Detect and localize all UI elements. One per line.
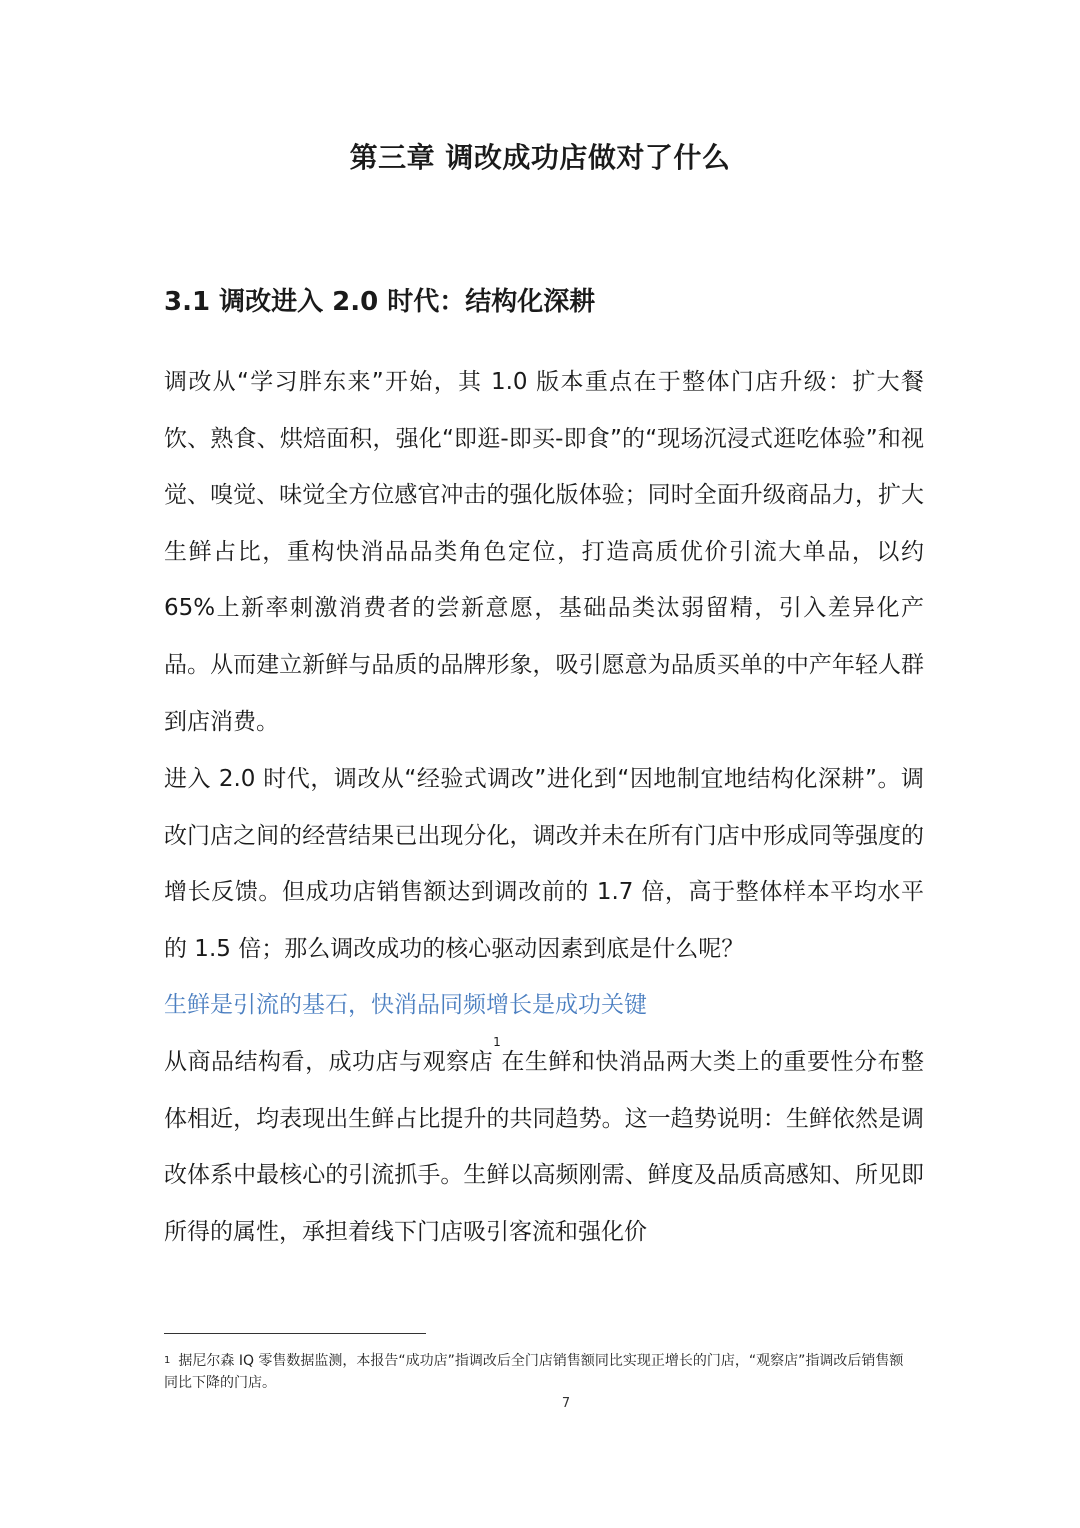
paragraph-3-text-start: 从商品结构看，成功店与观察店 — [164, 1049, 494, 1075]
body-paragraph-3 — [164, 1034, 924, 1260]
paragraph-3-text-end: 在生鲜和快消品两大类上的重要性分布整体相近，均表现出生鲜占比提升的共同趋势。这一趋势说明：生鲜依然是调改体系中最核心的引流抓手。生鲜以高频刚需、鲜度及品质高感知、所见即所得的属性，承担着线下门店吸引客流和强化价 — [164, 1049, 924, 1245]
footnote-text: 据尼尔森 IQ 零售数据监测，本报告“成功店”指调改后全门店销售额同比实现正增长的门店，“观察店”指调改后销售额同比下降的门店。 — [164, 1353, 904, 1391]
footnote-marker: 1 — [164, 1355, 171, 1366]
chapter-title: 第三章 调改成功店做对了什么 — [349, 141, 731, 174]
page-number: 7 — [561, 1396, 571, 1411]
section-heading: 3.1 调改进入 2.0 时代：结构化深耕 — [164, 287, 596, 317]
subsection-heading: 生鲜是引流的基石，快消品同频增长是成功关键 — [164, 992, 647, 1018]
body-paragraph-1: 调改从“学习胖东来”开始，其 1.0 版本重点在于整体门店升级：扩大餐饮、熟食、烘焙面积，强化“即逛-即买-即食”的“现场沉浸式逛吃体验”和视觉、嗅觉、味觉全方位感官冲击的强化版体验；同时全面升级商品力，扩大生鲜占比，重构快消品品类角色定位，打造高质优价引流大单品，以约 65%上新率刺激消费者的尝新意愿，基础品类汰弱留精，引入差异化产品。从而建立新鲜与品质的品牌形象，吸引愿意为品质买单的中产年轻人群到店消费。 — [164, 369, 924, 735]
body-paragraph-2: 进入 2.0 时代，调改从“经验式调改”进化到“因地制宜地结构化深耕”。调改门店之间的经营结果已出现分化，调改并未在所有门店中形成同等强度的增长反馈。但成功店销售额达到调改前的 1.7 倍，高于整体样本平均水平的 1.5 倍；那么调改成功的核心驱动因素到底是什么呢？ — [164, 766, 924, 962]
footnote-divider — [164, 1333, 426, 1334]
footnote-reference[interactable]: 1 — [493, 1035, 501, 1049]
footnote — [164, 1350, 916, 1394]
